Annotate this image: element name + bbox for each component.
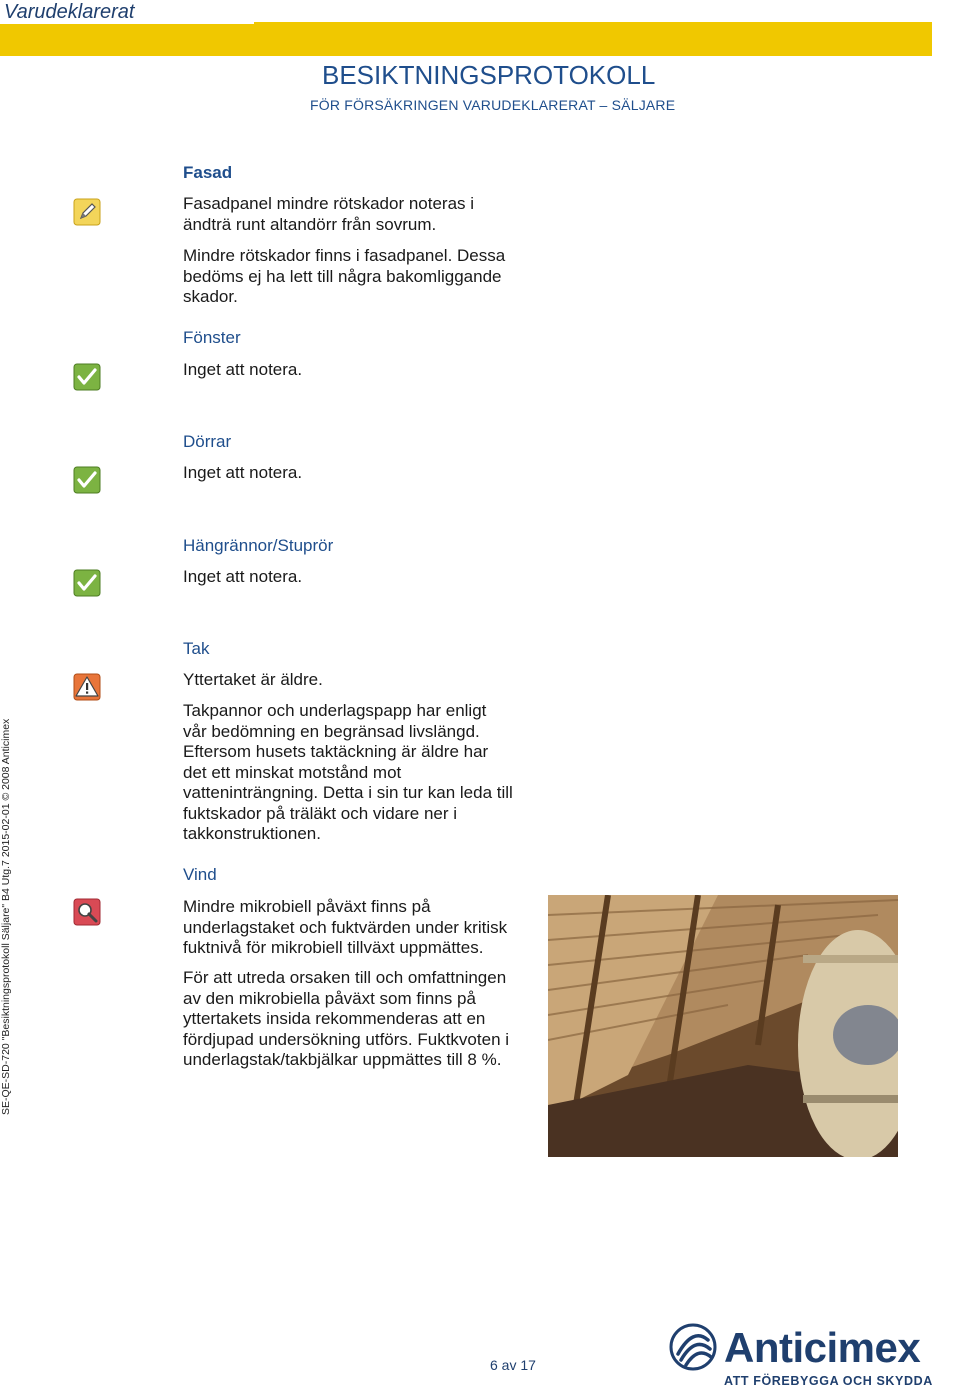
check-icon xyxy=(73,466,101,494)
document-subtitle: FÖR FÖRSÄKRINGEN VARUDEKLARERAT – SÄLJARE xyxy=(310,97,676,113)
anticimex-logo-icon xyxy=(668,1322,718,1372)
document-id-vertical: SE-QE-SD-720 "Besiktningsprotokoll Säljare" B4 Utg.7 2015-02-01 © 2008 Anticimex xyxy=(0,718,12,1115)
section-text-tak-2: Takpannor och underlagspapp har enligt vår bedömning en begränsad livslängd. Eftersom husets taktäckning är äldre har det ett minskat motstånd mot vatteninträngning. Detta i sin tur kan leda till fuktskador på träläkt och vidare ner i takkonstruktionen. xyxy=(183,701,513,843)
section-title-hangrannor: Hängrännor/Stuprör xyxy=(183,536,334,555)
section-text-fonster: Inget att notera. xyxy=(183,360,303,379)
warning-icon xyxy=(73,673,101,701)
check-icon xyxy=(73,363,101,391)
section-text-vind-1: Mindre mikrobiell påväxt finns på underlagstaket och fuktvärden under kritisk fuktnivå för mikrobiell tillväxt uppmättes. xyxy=(183,897,508,957)
section-text-vind-2: För att utreda orsaken till och omfattningen av den mikrobiella påväxt som finns på yttertakets insida rekommenderas att en fördjupad undersökning utförs. Fuktkvoten i underlagstak/takbjälkar uppmättes till 8 %. xyxy=(183,968,510,1069)
section-title-fasad: Fasad xyxy=(183,163,233,182)
attic-photo xyxy=(548,895,898,1157)
check-icon xyxy=(73,569,101,597)
section-title-tak: Tak xyxy=(183,639,210,658)
section-text-hangrannor: Inget att notera. xyxy=(183,567,303,586)
document-title: BESIKTNINGSPROTOKOLL xyxy=(322,60,656,90)
section-text-dorrar: Inget att notera. xyxy=(183,463,303,482)
section-text-fasad-2: Mindre rötskador finns i fasadpanel. Dessa bedöms ej ha lett till några bakomliggande skador. xyxy=(183,246,506,306)
logo-tagline: ATT FÖREBYGGA OCH SKYDDA xyxy=(724,1374,933,1388)
section-title-vind: Vind xyxy=(183,865,217,884)
section-text-tak-1: Yttertaket är äldre. xyxy=(183,670,323,689)
magnifier-icon xyxy=(73,898,101,926)
brand-label: Varudeklarerat xyxy=(0,0,254,24)
section-text-fasad-1: Fasadpanel mindre rötskador noteras i ändträ runt altandörr från sovrum. xyxy=(183,194,475,234)
logo-wordmark: Anticimex xyxy=(724,1324,921,1371)
section-title-dorrar: Dörrar xyxy=(183,432,232,451)
pencil-icon xyxy=(73,198,101,226)
page-number: 6 av 17 xyxy=(490,1357,536,1373)
section-title-fonster: Fönster xyxy=(183,328,241,347)
header-brand-bar xyxy=(0,22,932,56)
